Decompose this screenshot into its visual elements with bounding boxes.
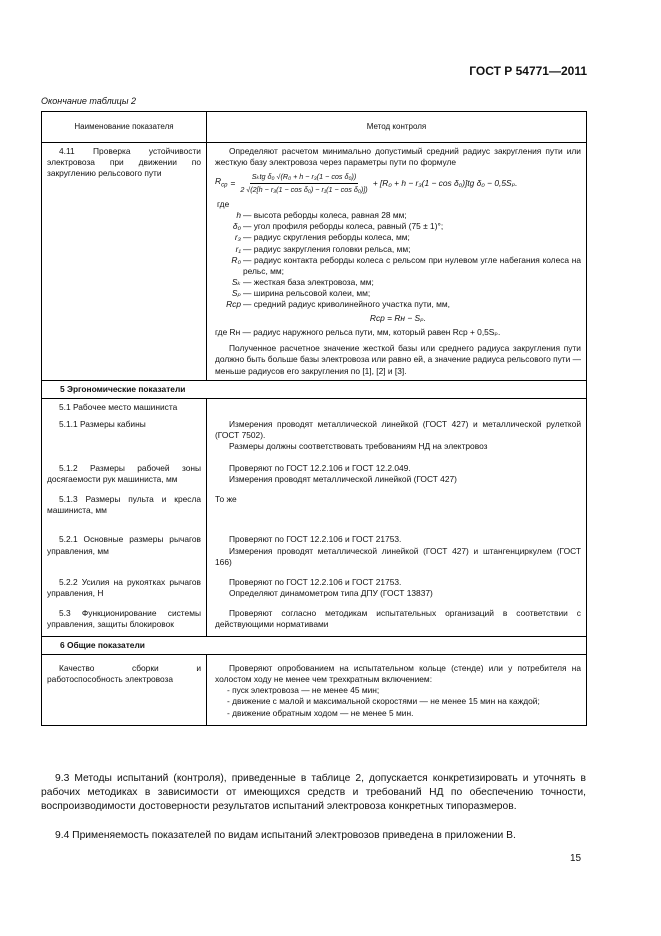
variable-item: r₃ — радиус скругления реборды колеса, мм; — [234, 232, 410, 243]
method-intro: Определяют расчетом минимально допустимый средний радиус закругления пути или жесткую базу электровоза через параметры пути по формуле — [215, 146, 581, 168]
table-row — [42, 528, 587, 570]
row-name-521: 5.2.1 Основные размеры рычагов управления, мм — [42, 528, 207, 570]
row-method-521 — [207, 528, 587, 570]
table-row — [42, 571, 587, 602]
row-method-411 — [207, 143, 587, 381]
table-row — [42, 398, 587, 416]
variable-item: Sₖ — жесткая база электровоза, мм; — [231, 276, 374, 287]
row-method-511 — [207, 416, 587, 455]
list-item: - движение обратным ходом — не менее 5 мин. — [227, 707, 414, 718]
table-caption: Окончание таблицы 2 — [41, 96, 136, 106]
variable-list — [217, 199, 581, 310]
method-line: Проверяют по ГОСТ 12.2.106 и ГОСТ 21753. — [229, 576, 402, 587]
formula-lhs: $R_{ср}$ — [215, 175, 228, 189]
method-line: Определяют динамометром типа ДПУ (ГОСТ 13837) — [229, 587, 433, 598]
list-item: - движение с малой и максимальной скоростями — не менее 15 мин на каждой; — [227, 696, 540, 707]
row-name-512: 5.1.2 Размеры рабочей зоны досягаемости рук машиниста, мм — [42, 455, 207, 488]
formula-eq: = — [230, 177, 236, 188]
row-method-53 — [207, 602, 587, 637]
row-method-522 — [207, 571, 587, 602]
formula-tail: + [R₀ + h − r₃(1 − cos δ₀)]tg δ₀ − 0,5Sₚ. — [372, 177, 518, 188]
row-name-quality: Качество сборки и работоспособность электровоза — [42, 655, 207, 725]
table-row — [42, 655, 587, 725]
method-conclusion: Полученное расчетное значение жесткой базы или среднего радиуса закругления пути должно быть больше базы электровоза или равно ей, а значение радиуса рельсового пути — меньше радиусов его закругления по [1], [2] и [3]. — [215, 343, 582, 376]
formula-denominator: 2 √(2[h − r₃(1 − cos δ₀) − r₁(1 − cos δ₀)]) — [240, 184, 368, 194]
method-line: Измерения проводят металлической линейкой (ГОСТ 427) — [229, 474, 457, 485]
table-row — [42, 602, 587, 637]
row-name-52 — [42, 519, 207, 528]
where-label: где — [217, 199, 230, 210]
list-item: - пуск электровоза — не менее 45 мин; — [227, 685, 380, 696]
method-line: Проверяют опробованием на испытательном кольце (стенде) или у потребителя на холостом ходу не менее чем трехкратным включением: — [215, 663, 581, 685]
row-method-52 — [207, 519, 587, 528]
col-header-name: Наименование показателя — [42, 112, 207, 143]
row-method-512 — [207, 455, 587, 488]
row-name-411: 4.11 Проверка устойчивости электровоза при движении по закруглению рельсового пути — [42, 143, 207, 381]
row-method-quality — [207, 655, 587, 725]
variable-item: δ₀ — угол профиля реборды колеса, равный (75 ± 1)°; — [232, 221, 444, 232]
method-line: Измерения проводят металлической линейкой (ГОСТ 427) и штангенциркулем (ГОСТ 166) — [215, 545, 581, 567]
row-name-51: 5.1 Рабочее место машиниста — [42, 398, 207, 416]
section-6-title: 6 Общие показатели — [42, 637, 587, 655]
variable-item: r₁ — радиус закругления головки рельса, мм; — [235, 243, 411, 254]
section-row — [42, 380, 587, 398]
table-row — [42, 455, 587, 488]
col-header-method: Метод контроля — [207, 112, 587, 143]
methods-table — [41, 111, 587, 726]
formula-numerator: Sₖtg δ₀ √(R₀ + h − r₃(1 − cos δ₀)) — [250, 172, 359, 184]
method-line: Измерения проводят металлической линейкой (ГОСТ 427) и металлической рулеткой (ГОСТ 7502). — [215, 418, 581, 440]
row-method-51 — [207, 398, 587, 416]
table-row — [42, 143, 587, 381]
method-line: Проверяют по ГОСТ 12.2.106 и ГОСТ 21753. — [229, 534, 402, 545]
table-row — [42, 519, 587, 528]
variable-item: Rср — средний радиус криволинейного участка пути, мм, — [226, 299, 450, 310]
table-row — [42, 416, 587, 455]
variable-item: h — высота реборды колеса, равная 28 мм; — [236, 210, 407, 221]
row-name-53: 5.3 Функционирование системы управления, защиты блокировок — [42, 602, 207, 637]
variable-item: R₀ — радиус контакта реборды колеса с рельсом при нулевом угле набегания колеса на рельс, мм; — [231, 254, 581, 276]
method-line: Проверяют по ГОСТ 12.2.106 и ГОСТ 12.2.049. — [229, 463, 411, 474]
table-row — [42, 488, 587, 519]
document-header: ГОСТ Р 54771—2011 — [469, 64, 587, 78]
method-line: Размеры должны соответствовать требованиям НД на электровоз — [229, 440, 488, 451]
formula-2: Rср = Rн − Sₚ. — [369, 313, 427, 324]
formula-fraction — [238, 172, 369, 194]
section-row — [42, 637, 587, 655]
table-header-row — [42, 112, 587, 143]
paragraph-9-3: 9.3 Методы испытаний (контроля), приведенные в таблице 2, допускается конкретизировать и уточнять в рабочих методиках в зависимости от имеющихся средств и требований НД по обеспечению точности, воспроизводимости достоверности результатов испытаний электровоза конкретных типоразмеров. — [41, 773, 586, 812]
stability-formula — [215, 172, 581, 194]
paragraph-9-4: 9.4 Применяемость показателей по видам испытаний электровозов приведена в приложении В. — [55, 830, 516, 841]
row-name-513: 5.1.3 Размеры пульта и кресла машиниста, мм — [42, 488, 207, 519]
method-line: Проверяют согласно методикам испытательных организаций в соответствии с действующими нормативами — [215, 607, 581, 629]
variable-item: Sₚ — ширина рельсовой колеи, мм; — [231, 287, 371, 298]
page-number: 15 — [570, 853, 582, 864]
row-name-522: 5.2.2 Усилия на рукоятках рычагов управления, Н — [42, 571, 207, 602]
row-method-513: То же — [207, 488, 587, 519]
row-name-511: 5.1.1 Размеры кабины — [42, 416, 207, 455]
section-5-title: 5 Эргономические показатели — [42, 380, 587, 398]
formula-2-note: где Rн — радиус наружного рельса пути, мм, который равен Rср + 0,5Sₚ. — [215, 327, 501, 338]
